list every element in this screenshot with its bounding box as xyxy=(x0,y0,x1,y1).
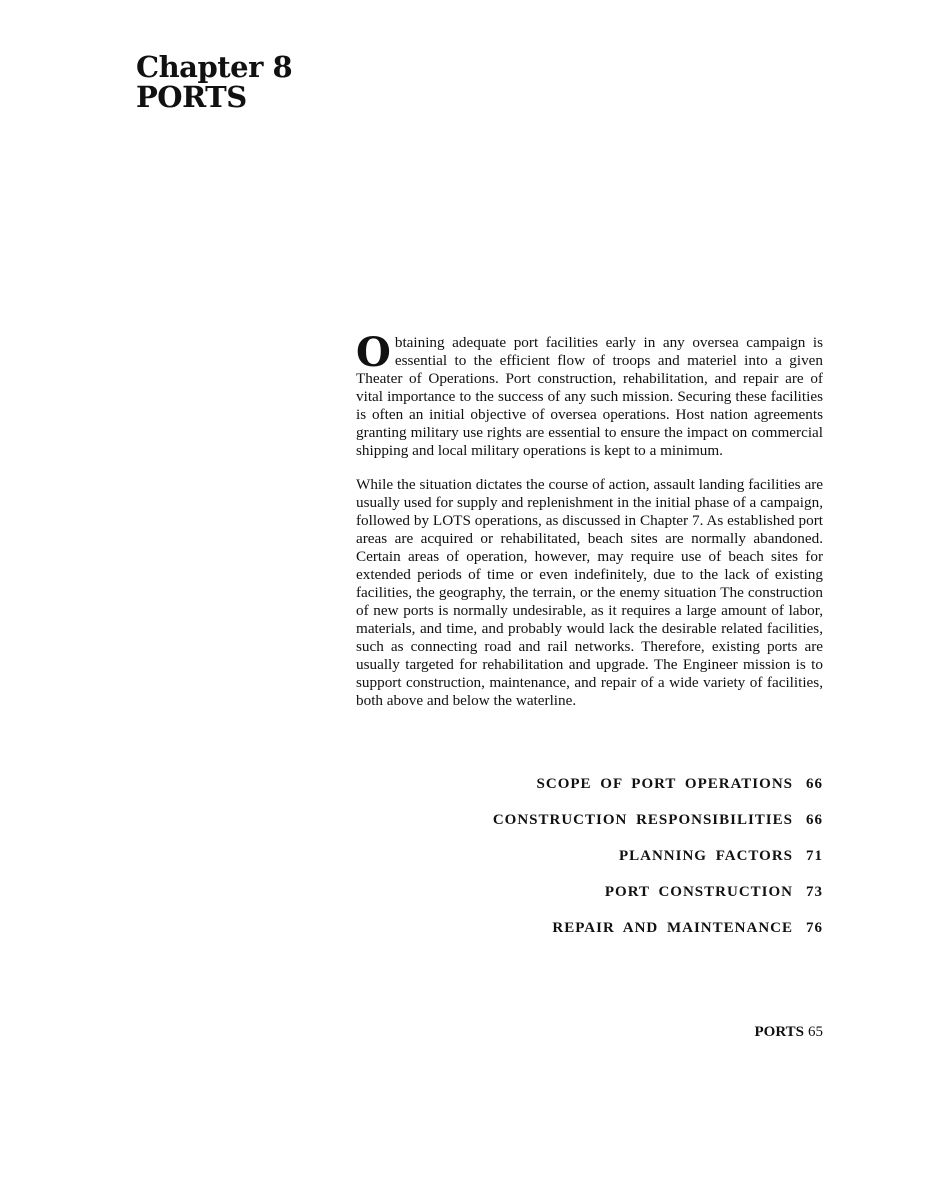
toc-entry-page: 66 xyxy=(806,812,823,828)
chapter-title: PORTS xyxy=(136,80,247,114)
toc-entry-title: SCOPE OF PORT OPERATIONS xyxy=(536,776,793,792)
intro-paragraph-2: While the situation dictates the course of action, assault landing facilities are usually used for supply and replenishment in the initial phase of a campaign, followed by LOTS operations, as discussed in Chapter 7. As established port areas are acquired or rehabilitated, beach sites are normally abandoned. Certain areas of operation, however, may require use of beach sites for extended periods of time or even indefinitely, due to the lack of existing facilities, the geography, the terrain, or the enemy situation The construction of new ports is normally undesirable, as it requires a large amount of labor, materials, and time, and probably would lack the desirable related facilities, such as connecting road and rail networks. Therefore, existing ports are usually targeted for rehabilitation and upgrade. The Engineer mission is to support construction, maintenance, and repair of a wide variety of facilities, both above and below the waterline. xyxy=(356,476,823,709)
drop-cap-letter: O xyxy=(356,329,391,376)
toc-entry-page: 76 xyxy=(806,920,823,936)
toc-entry-title: PORT CONSTRUCTION xyxy=(604,884,793,900)
chapter-heading xyxy=(136,52,292,112)
toc-entry-title: PLANNING FACTORS xyxy=(618,848,793,864)
footer-page-number: 65 xyxy=(808,1024,823,1040)
toc-entry-page: 73 xyxy=(806,884,823,900)
intro-paragraph-1 xyxy=(356,329,823,460)
toc-entry-page: 66 xyxy=(806,776,823,792)
intro-paragraph-1-text: btaining adequate port facilities early in any oversea campaign is essential to the efficient flow of troops and materiel into a given Theater of Operations. Port construction, rehabilitation, and repair are of vital importance to the success of any such mission. Securing these facilities is often an initial objective of oversea operations. Host nation agreements granting military use rights are essential to ensure the impact on commercial shipping and local military operations is kept to a minimum. xyxy=(356,334,823,459)
toc-entry-port-construction[interactable] xyxy=(356,884,823,920)
page-footer xyxy=(755,1024,823,1041)
toc-entry-repair-maintenance[interactable] xyxy=(356,920,823,956)
toc-entry-scope[interactable] xyxy=(356,776,823,812)
footer-running-title: PORTS xyxy=(754,1024,804,1040)
toc-entry-page: 71 xyxy=(806,848,823,864)
toc-entry-title: REPAIR AND MAINTENANCE xyxy=(552,920,793,936)
toc-entry-planning-factors[interactable] xyxy=(356,848,823,884)
chapter-number: Chapter 8 xyxy=(136,50,293,84)
chapter-introduction xyxy=(356,329,823,726)
toc-entry-title: CONSTRUCTION RESPONSIBILITIES xyxy=(492,812,793,828)
toc-entry-construction-responsibilities[interactable] xyxy=(356,812,823,848)
chapter-contents-list xyxy=(356,776,823,956)
